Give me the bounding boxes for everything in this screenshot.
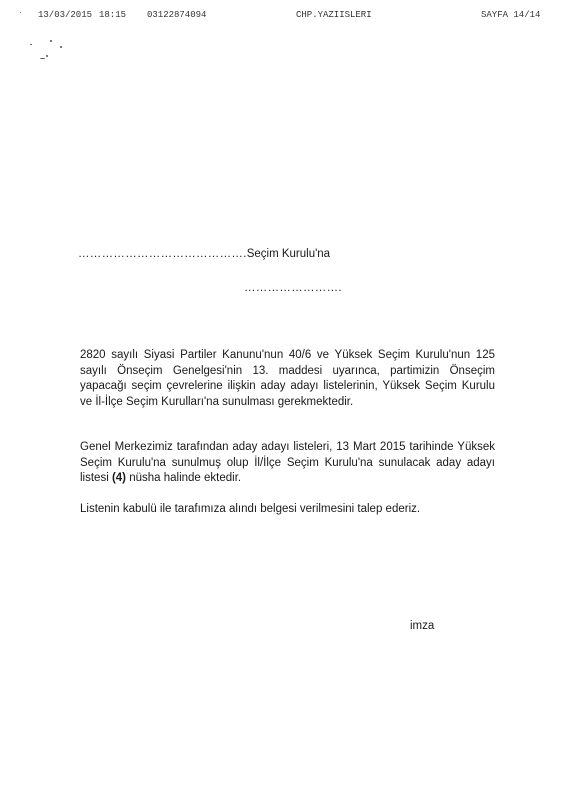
scan-speck bbox=[40, 58, 45, 59]
place-placeholder-dots: ……………………. bbox=[244, 282, 342, 294]
fax-page-number: SAYFA 14/14 bbox=[481, 10, 541, 20]
scan-speck bbox=[30, 44, 32, 45]
fax-header bbox=[0, 10, 565, 24]
fax-time: 18:15 bbox=[99, 10, 127, 20]
scan-speck bbox=[50, 40, 52, 42]
body-paragraph-3: Listenin kabulü ile tarafımıza alındı belgesi verilmesini talep ederiz. bbox=[80, 503, 421, 515]
scan-speck bbox=[60, 46, 62, 48]
fax-phone-number: 03122874094 bbox=[147, 10, 207, 20]
signature-label: imza bbox=[410, 620, 435, 632]
scan-speck bbox=[20, 12, 21, 13]
fax-sender: CHP.YAZIISLERI bbox=[296, 10, 372, 20]
scan-speck bbox=[46, 55, 48, 57]
body-paragraph-1: 2820 sayılı Siyasi Partiler Kanunu'nun 40/6 ve Yüksek Seçim Kurulu'nun 125 sayılı Önseçim Genelgesi'nin 13. maddesi uyarınca, partimizin Önseçim yapacağı seçim çevrelerine ilişkin aday adayı listelerinin, Yüksek Seçim Kurulu ve İl-İlçe Seçim Kurulları'na sunulması gerekmektedir. bbox=[80, 349, 495, 408]
addressee-placeholder-dots: ……………………………………. bbox=[78, 248, 247, 260]
addressee-name: Seçim Kurulu'na bbox=[246, 248, 331, 260]
body-paragraph-2-text-b: nüsha halinde ektedir. bbox=[126, 472, 242, 484]
fax-date: 13/03/2015 bbox=[38, 10, 93, 20]
body-paragraph-2 bbox=[80, 440, 495, 487]
addressee-line bbox=[78, 248, 330, 260]
copy-count: (4) bbox=[111, 472, 127, 484]
body-paragraph-2-text-a: Genel Merkezimiz tarafından aday adayı listeleri, 13 Mart 2015 tarihinde Yüksek Seçim Kurulu'na sunulmuş olup İl/İlçe Seçim Kurulu'na sunulacak aday adayı listesi bbox=[80, 441, 495, 484]
